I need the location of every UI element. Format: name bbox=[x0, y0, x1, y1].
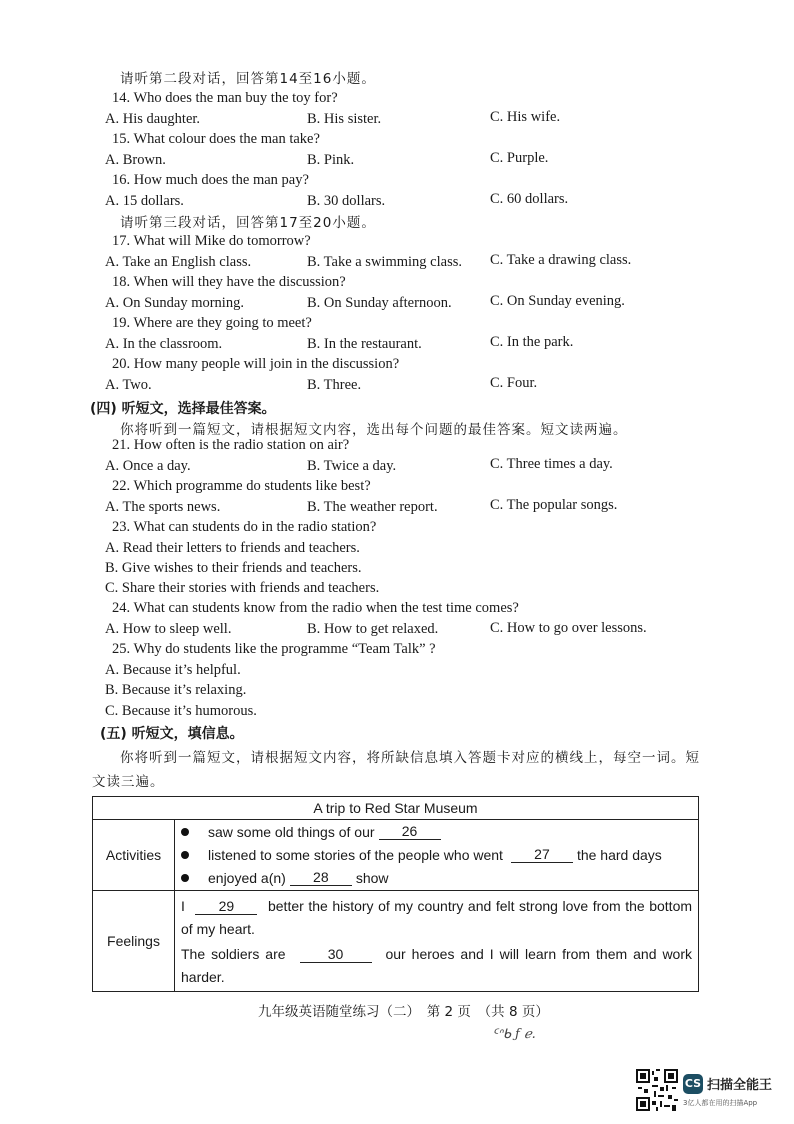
option-c: C. Three times a day. bbox=[490, 456, 613, 472]
activity-text: enjoyed a(n) bbox=[208, 870, 286, 886]
option-a: A. In the classroom. bbox=[105, 336, 223, 352]
option-25a: A. Because it’s helpful. bbox=[105, 662, 241, 678]
option-c: C. Take a drawing class. bbox=[490, 252, 632, 268]
section4-instruction: 你将听到一篇短文，请根据短文内容，选出每个问题的最佳答案。短文读两遍。 bbox=[120, 422, 628, 438]
activity-item bbox=[175, 821, 698, 844]
option-a: A. Take an English class. bbox=[105, 254, 252, 270]
table-caption: A trip to Red Star Museum bbox=[93, 797, 699, 820]
option-23b: B. Give wishes to their friends and teachers. bbox=[105, 560, 362, 576]
question-text: 14. Who does the man buy the toy for? bbox=[112, 90, 338, 106]
option-b: B. Pink. bbox=[307, 152, 355, 168]
feeling-paragraph-2 bbox=[175, 943, 698, 991]
dialog2-intro: 请听第二段对话，回答第14至16小题。 bbox=[120, 71, 376, 87]
option-b: B. 30 dollars. bbox=[307, 193, 386, 209]
activity-text: the hard days bbox=[576, 847, 662, 863]
option-a: A. 15 dollars. bbox=[105, 193, 184, 209]
question-text: 19. Where are they going to meet? bbox=[112, 315, 312, 331]
option-c: C. Purple. bbox=[490, 150, 549, 166]
option-b: B. Twice a day. bbox=[307, 458, 397, 474]
question-text: 16. How much does the man pay? bbox=[112, 172, 309, 188]
option-b: B. Three. bbox=[307, 377, 362, 393]
question-text: 20. How many people will join in the discussion? bbox=[112, 356, 400, 372]
option-24b: B. How to get relaxed. bbox=[307, 621, 439, 637]
question-text: 21. How often is the radio station on air? bbox=[112, 437, 350, 453]
feeling-text: I bbox=[181, 898, 185, 914]
option-a: A. His daughter. bbox=[105, 111, 201, 127]
option-b: B. Take a swimming class. bbox=[307, 254, 462, 270]
section5-instruction-line1: 你将听到一篇短文，请根据短文内容，将所缺信息填入答题卡对应的横线上，每空一词。短 bbox=[120, 750, 700, 766]
bullet-icon bbox=[181, 874, 189, 882]
blank-27: 27 bbox=[511, 847, 573, 863]
scanner-logo-icon: CS bbox=[683, 1074, 703, 1094]
option-b: B. On Sunday afternoon. bbox=[307, 295, 452, 311]
option-25c: C. Because it’s humorous. bbox=[105, 703, 257, 719]
question-25: 25. Why do students like the programme “Team Talk” ? bbox=[112, 641, 436, 657]
blank-29: 29 bbox=[195, 899, 257, 915]
bullet-icon bbox=[181, 851, 189, 859]
activity-item bbox=[175, 844, 698, 867]
option-23a: A. Read their letters to friends and teachers. bbox=[105, 540, 360, 556]
feeling-paragraph-1 bbox=[175, 891, 698, 943]
activity-text: listened to some stories of the people who went bbox=[208, 847, 503, 863]
question-24: 24. What can students know from the radio when the test time comes? bbox=[112, 600, 519, 616]
section4-title: (四) 听短文，选择最佳答案。 bbox=[90, 401, 276, 417]
option-c: C. The popular songs. bbox=[490, 497, 618, 513]
option-a: A. Two. bbox=[105, 377, 152, 393]
feelings-cell bbox=[175, 891, 699, 992]
option-c: C. His wife. bbox=[490, 109, 561, 125]
bullet-icon bbox=[181, 828, 189, 836]
info-table bbox=[92, 796, 699, 992]
dialog3-intro: 请听第三段对话，回答第17至20小题。 bbox=[120, 215, 376, 231]
page-footer: 九年级英语随堂练习（二） 第 2 页 （共 8 页） bbox=[258, 1004, 549, 1020]
option-24a: A. How to sleep well. bbox=[105, 621, 232, 637]
scanner-subtitle: 3亿人都在用的扫描App bbox=[683, 1099, 758, 1107]
blank-28: 28 bbox=[290, 870, 352, 886]
scanner-title: 扫描全能王 bbox=[707, 1078, 773, 1093]
handwritten-scribble: ᑦᐢᑲ ƒ ℯ. bbox=[492, 1027, 536, 1042]
qr-code-icon bbox=[636, 1069, 678, 1111]
section5-instruction-line2: 文读三遍。 bbox=[92, 774, 165, 790]
question-text: 22. Which programme do students like best? bbox=[112, 478, 371, 494]
option-c: C. Four. bbox=[490, 375, 538, 391]
activity-item bbox=[175, 867, 698, 890]
question-23: 23. What can students do in the radio station? bbox=[112, 519, 377, 535]
option-25b: B. Because it’s relaxing. bbox=[105, 682, 247, 698]
option-a: A. The sports news. bbox=[105, 499, 221, 515]
feeling-text: our heroes and I will learn from them and work harder. bbox=[181, 946, 693, 985]
activity-text: saw some old things of our bbox=[208, 824, 375, 840]
question-text: 17. What will Mike do tomorrow? bbox=[112, 233, 311, 249]
activities-cell bbox=[175, 820, 699, 891]
feelings-label: Feelings bbox=[93, 891, 175, 992]
option-b: B. His sister. bbox=[307, 111, 382, 127]
feeling-text: better the history of my country and felt strong love from the bottom of my heart. bbox=[181, 898, 693, 937]
option-b: B. In the restaurant. bbox=[307, 336, 422, 352]
option-a: A. Brown. bbox=[105, 152, 166, 168]
activity-text: show bbox=[355, 870, 389, 886]
option-c: C. In the park. bbox=[490, 334, 574, 350]
question-text: 15. What colour does the man take? bbox=[112, 131, 320, 147]
blank-30: 30 bbox=[300, 947, 372, 963]
option-a: A. On Sunday morning. bbox=[105, 295, 244, 311]
option-24c: C. How to go over lessons. bbox=[490, 620, 647, 636]
option-a: A. Once a day. bbox=[105, 458, 191, 474]
feeling-text: The soldiers are bbox=[181, 946, 286, 962]
option-23c: C. Share their stories with friends and teachers. bbox=[105, 580, 380, 596]
section5-title: (五) 听短文，填信息。 bbox=[100, 726, 244, 742]
activities-label: Activities bbox=[93, 820, 175, 891]
option-c: C. 60 dollars. bbox=[490, 191, 569, 207]
question-text: 18. When will they have the discussion? bbox=[112, 274, 346, 290]
blank-26: 26 bbox=[379, 824, 441, 840]
option-c: C. On Sunday evening. bbox=[490, 293, 625, 309]
option-b: B. The weather report. bbox=[307, 499, 438, 515]
